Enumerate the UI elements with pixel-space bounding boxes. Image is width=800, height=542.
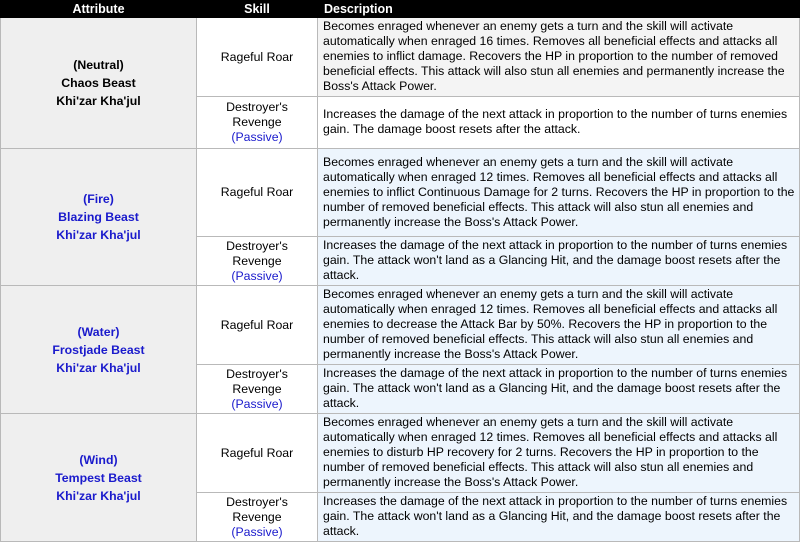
skill-name: Rageful Roar (220, 445, 294, 460)
attribute-cell-neutral (1, 18, 197, 149)
skill-name-cell (197, 286, 318, 365)
skill-description: Increases the damage of the next attack in proportion to the number of turns enemies gain. The damage boost resets after the attack. (318, 97, 800, 149)
skill-description: Becomes enraged whenever an enemy gets a turn and the skill will activate automatically when enraged 12 times. Removes all beneficial effects and attacks all enemies to inflict Continuous Damage for 2 turns. Recovers the HP in proportion to the number of removed beneficial effects. This attack will also stun all enemies and permanently increase the Boss's Attack Power. (318, 149, 800, 237)
boss-name: Khi'zar Kha'jul (56, 488, 141, 503)
header-attribute: Attribute (1, 1, 197, 18)
boss-name: Khi'zar Kha'jul (56, 360, 141, 375)
skill-name: Rageful Roar (220, 49, 294, 64)
skill-name-cell (197, 365, 318, 414)
skill-description: Increases the damage of the next attack in proportion to the number of turns enemies gain. The attack won't land as a Glancing Hit, and the damage boost resets after the attack. (318, 237, 800, 286)
skill-name-cell (197, 237, 318, 286)
skill-name: Destroyer's Revenge (226, 238, 288, 268)
skill-name: Destroyer's Revenge (226, 366, 288, 396)
skill-description: Becomes enraged whenever an enemy gets a turn and the skill will activate automatically when enraged 12 times. Removes all beneficial effects and attacks all enemies to decrease the Attack Bar by 50%. Recovers the HP in proportion to the number of removed beneficial effects. This attack will also stun all enemies and permanently increase the Boss's Attack Power. (318, 286, 800, 365)
boss-name: Khi'zar Kha'jul (56, 228, 141, 242)
skill-name-cell (197, 149, 318, 237)
boss-title: Tempest Beast (55, 470, 142, 485)
attribute-cell-fire (1, 149, 197, 286)
attribute-element: (Wind) (79, 452, 118, 467)
skill-description: Increases the damage of the next attack in proportion to the number of turns enemies gain. The attack won't land as a Glancing Hit, and the damage boost resets after the attack. (318, 493, 800, 542)
attribute-cell-wind (1, 414, 197, 542)
skill-description: Becomes enraged whenever an enemy gets a turn and the skill will activate automatically when enraged 16 times. Removes all beneficial effects and attacks all enemies to inflict damage. Recovers the HP in proportion to the number of removed beneficial effects. This attack will also stun all enemies and permanently increase the Boss's Attack Power. (318, 18, 800, 97)
boss-title: Frostjade Beast (52, 342, 145, 357)
passive-tag: (Passive) (231, 396, 283, 411)
attribute-element: (Neutral) (73, 58, 124, 72)
table-row (1, 286, 800, 365)
header-description: Description (318, 1, 800, 18)
skill-description: Increases the damage of the next attack in proportion to the number of turns enemies gain. The attack won't land as a Glancing Hit, and the damage boost resets after the attack. (318, 365, 800, 414)
skill-name-cell (197, 97, 318, 149)
skill-name-cell (197, 414, 318, 493)
attribute-cell-water (1, 286, 197, 414)
skill-name: Destroyer's Revenge (226, 100, 288, 129)
table-row (1, 149, 800, 237)
header-row (1, 1, 800, 18)
table-row (1, 414, 800, 493)
skill-description: Becomes enraged whenever an enemy gets a turn and the skill will activate automatically when enraged 12 times. Removes all beneficial effects and attacks all enemies to disturb HP recovery for 2 turns. Recovers the HP in proportion to the number of removed beneficial effects. This attack will also stun all enemies and permanently increase the Boss's Attack Power. (318, 414, 800, 493)
table-row (1, 18, 800, 97)
passive-tag: (Passive) (231, 268, 283, 283)
skill-name-cell (197, 493, 318, 542)
skill-name-cell (197, 18, 318, 97)
header-skill: Skill (197, 1, 318, 18)
skill-name: Rageful Roar (220, 185, 294, 199)
attribute-element: (Fire) (83, 192, 114, 206)
skill-name: Rageful Roar (220, 317, 294, 332)
boss-name: Khi'zar Kha'jul (56, 94, 141, 108)
boss-title: Chaos Beast (61, 76, 136, 90)
boss-title: Blazing Beast (58, 210, 139, 224)
skill-name: Destroyer's Revenge (226, 494, 288, 524)
passive-tag: (Passive) (231, 130, 283, 144)
attribute-element: (Water) (77, 324, 120, 339)
passive-tag: (Passive) (231, 524, 283, 539)
